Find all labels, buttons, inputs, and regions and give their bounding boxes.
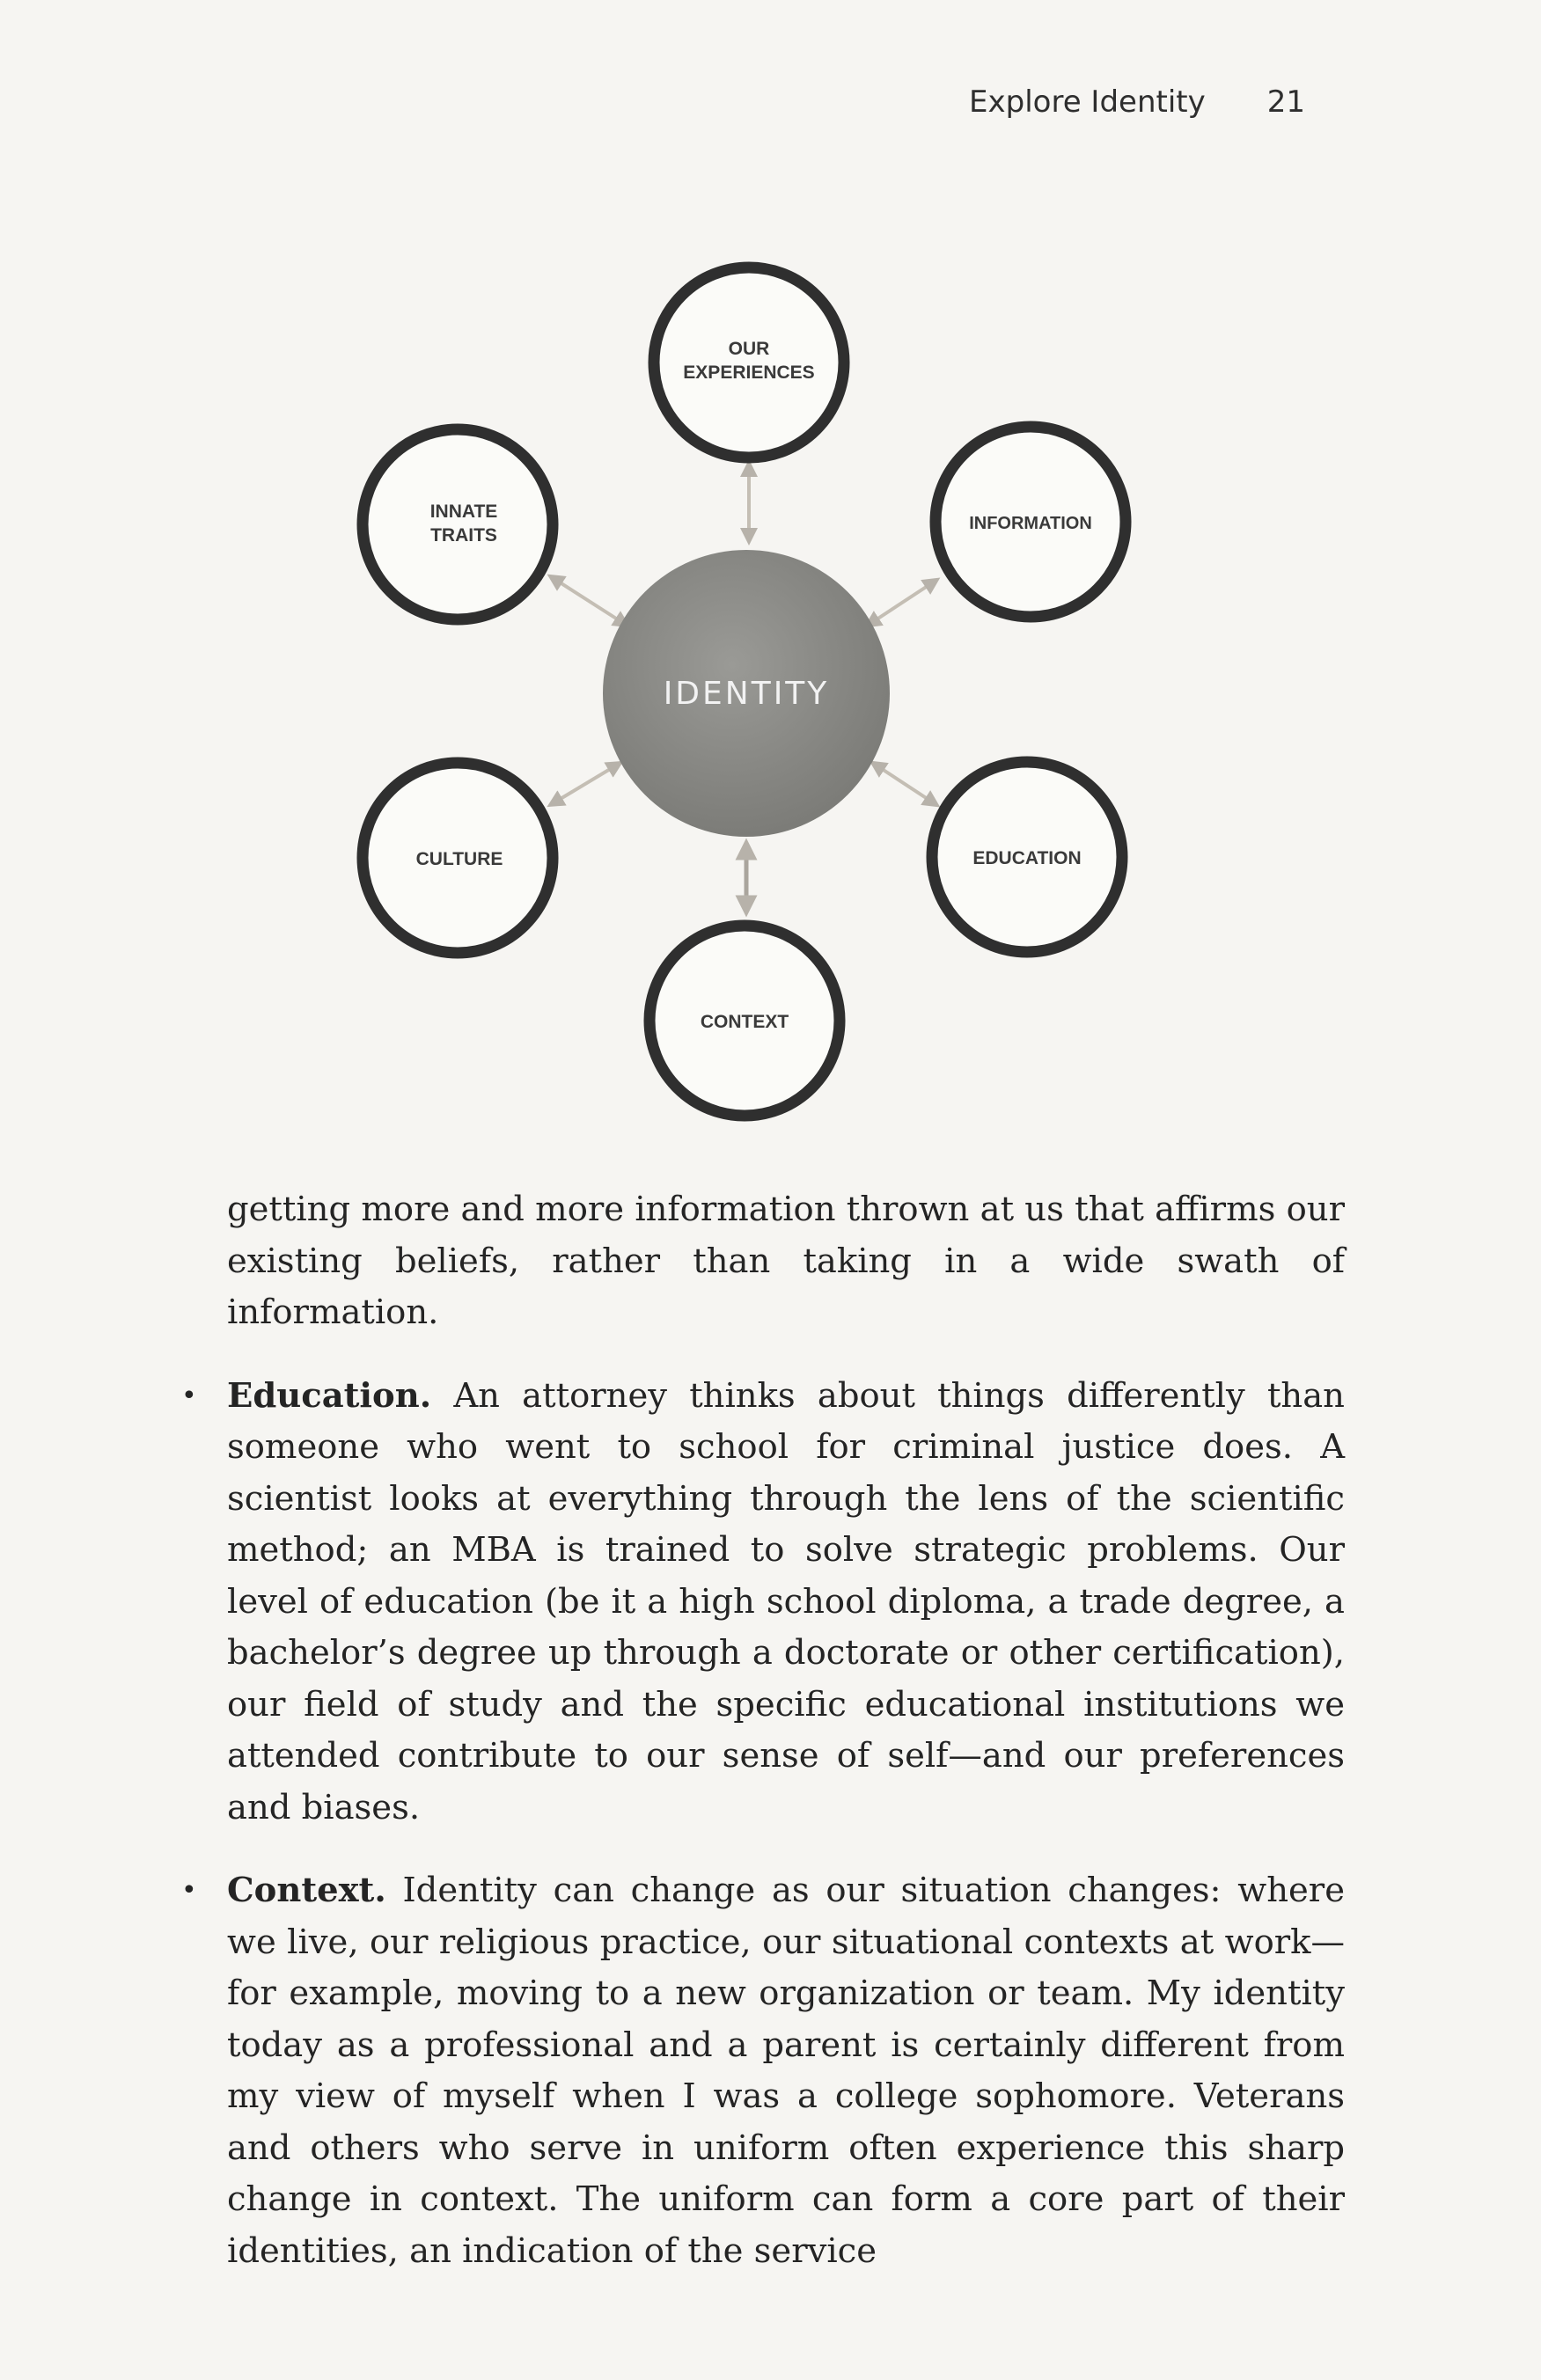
node-our-experiences [654,267,844,458]
arrow-information [871,582,933,623]
node-education-label: EDUCATION [972,848,1082,868]
node-information-label: INFORMATION [969,514,1092,533]
identity-center-label: IDENTITY [663,676,830,712]
node-education [932,762,1122,952]
node-innate-traits [363,429,553,619]
bullet-body: Identity can change as our situation changes: where we live, our religious practice, our situational contexts at work—for example, moving to a new organization or team. My identity today as a professional and a parent is certainly different from my view of myself when I was a college sophomore. Veterans and others who serve in uniform often experience this sharp change in context. The uniform can form a core part of their identities, an indication of the service [227,1871,1345,2271]
bullet-marker: • [181,1380,197,1411]
bullet-marker: • [181,1875,197,1906]
node-our-experiences-line2: EXPERIENCES [683,362,815,383]
bullet-education [181,1371,1345,1834]
node-information [936,427,1126,617]
page-number: 21 [1266,84,1305,120]
bullet-body: An attorney thinks about things differently than someone who went to school for criminal justice does. A scientist looks at everything through the lens of the scientific method; an MBA is trained to solve strategic problems. Our level of education (be it a high school diploma, a trade degree, a bachelor’s degree up through a doctorate or other certification), our field of study and the specific educational institutions we attended contribute to our sense of self—and our preferences and biases. [227,1375,1345,1827]
node-innate-traits-line2: TRAITS [430,525,497,546]
continuation-paragraph: getting more and more information thrown at us that affirms our existing beliefs, rather than taking in a wide swath of information. [227,1190,1345,1332]
bullet-context [181,1865,1345,2277]
bullet-term: Context. [227,1871,386,1910]
node-our-experiences-line1: OUR [728,339,770,359]
node-culture-label: CULTURE [415,849,503,869]
running-title: Explore Identity [969,84,1206,120]
node-innate-traits-line1: INNATE [429,502,498,522]
bullet-term: Education. [227,1375,432,1416]
body-text [181,1184,1345,2277]
node-culture [363,763,553,953]
node-context [649,926,840,1116]
identity-diagram [0,0,1541,1161]
arrow-innate-traits [554,579,623,623]
node-context-label: CONTEXT [700,1012,789,1032]
arrow-culture [554,765,616,802]
arrow-education [877,765,933,802]
